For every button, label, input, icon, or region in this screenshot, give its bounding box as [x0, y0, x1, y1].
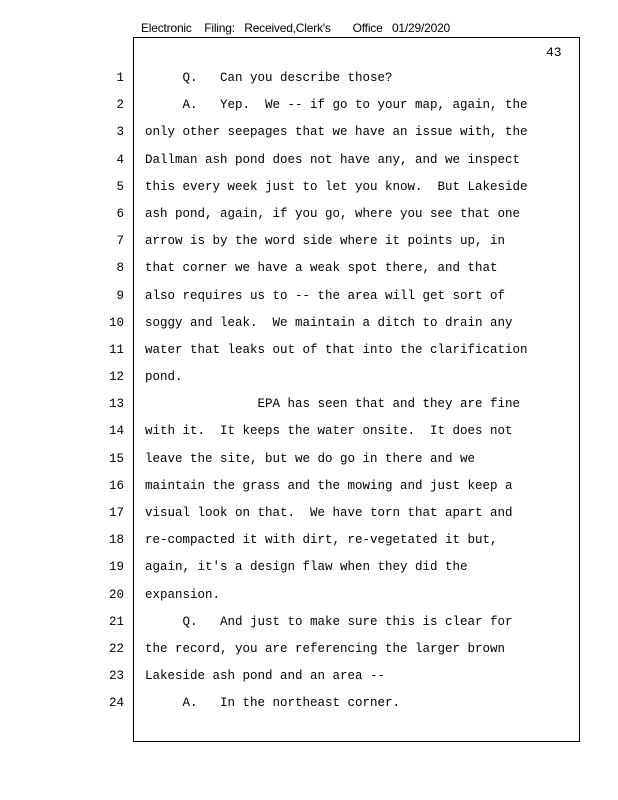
transcript-line: arrow is by the word side where it points up, in	[145, 234, 506, 249]
transcript-line: re-compacted it with dirt, re-vegetated it but,	[145, 533, 498, 548]
line-number: 18	[108, 533, 124, 548]
transcript-line: leave the site, but we do go in there and we	[145, 451, 476, 466]
line-number: 14	[108, 424, 124, 439]
transcript-line: soggy and leak. We maintain a ditch to drain any	[145, 315, 513, 330]
transcript-line: maintain the grass and the mowing and just keep a	[145, 478, 513, 493]
transcript-line: that corner we have a weak spot there, and that	[145, 261, 498, 276]
transcript-line: EPA has seen that and they are fine	[145, 397, 521, 412]
transcript-line: pond.	[145, 370, 183, 385]
line-number: 22	[108, 641, 124, 656]
transcript-line: Q. And just to make sure this is clear for	[145, 614, 513, 629]
transcript-line: Q. Can you describe those?	[145, 71, 393, 85]
line-number: 19	[108, 560, 124, 575]
transcript-line: water that leaks out of that into the clarification	[145, 342, 528, 357]
line-number: 7	[116, 234, 124, 249]
transcript-line: also requires us to -- the area will get sort of	[145, 288, 506, 303]
line-number: 4	[116, 152, 124, 167]
line-number: 2	[116, 98, 124, 113]
line-number: 24	[108, 696, 124, 711]
filing-stamp-header: Electronic Filing: Received,Clerk's Office 01/29/2020	[141, 21, 451, 35]
line-number: 8	[116, 261, 124, 276]
transcript-line: the record, you are referencing the larger brown	[145, 641, 506, 656]
line-number: 1	[116, 71, 124, 85]
transcript-line: visual look on that. We have torn that apart and	[145, 506, 513, 520]
transcript-line: A. In the northeast corner.	[145, 696, 401, 711]
transcript-line: expansion.	[145, 587, 221, 602]
line-number: 13	[108, 397, 124, 412]
line-number: 10	[108, 315, 124, 330]
line-number: 15	[108, 451, 124, 466]
transcript-line: only other seepages that we have an issue with, the	[145, 125, 528, 140]
transcript-line: this every week just to let you know. But Lakeside	[145, 179, 528, 194]
transcript-line: ash pond, again, if you go, where you see that one	[145, 206, 521, 221]
line-number: 9	[116, 288, 124, 303]
line-number: 3	[116, 125, 124, 140]
transcript-line: with it. It keeps the water onsite. It does not	[145, 424, 513, 439]
line-number: 11	[108, 342, 124, 357]
transcript-line: Dallman ash pond does not have any, and we inspect	[145, 152, 521, 167]
line-number: 12	[108, 370, 124, 385]
transcript-line: A. Yep. We -- if go to your map, again, the	[145, 98, 528, 113]
line-number: 5	[116, 179, 124, 194]
line-number: 6	[116, 206, 124, 221]
transcript-line: Lakeside ash pond and an area --	[145, 669, 386, 684]
line-number: 17	[108, 506, 124, 520]
line-number: 20	[108, 587, 124, 602]
line-number-column	[100, 70, 124, 723]
transcript-line: again, it's a design flaw when they did the	[145, 560, 468, 575]
line-number: 23	[108, 669, 124, 684]
line-number: 16	[108, 478, 124, 493]
line-number: 21	[108, 614, 124, 629]
page-number: 43	[546, 45, 562, 60]
transcript-text	[145, 70, 575, 723]
